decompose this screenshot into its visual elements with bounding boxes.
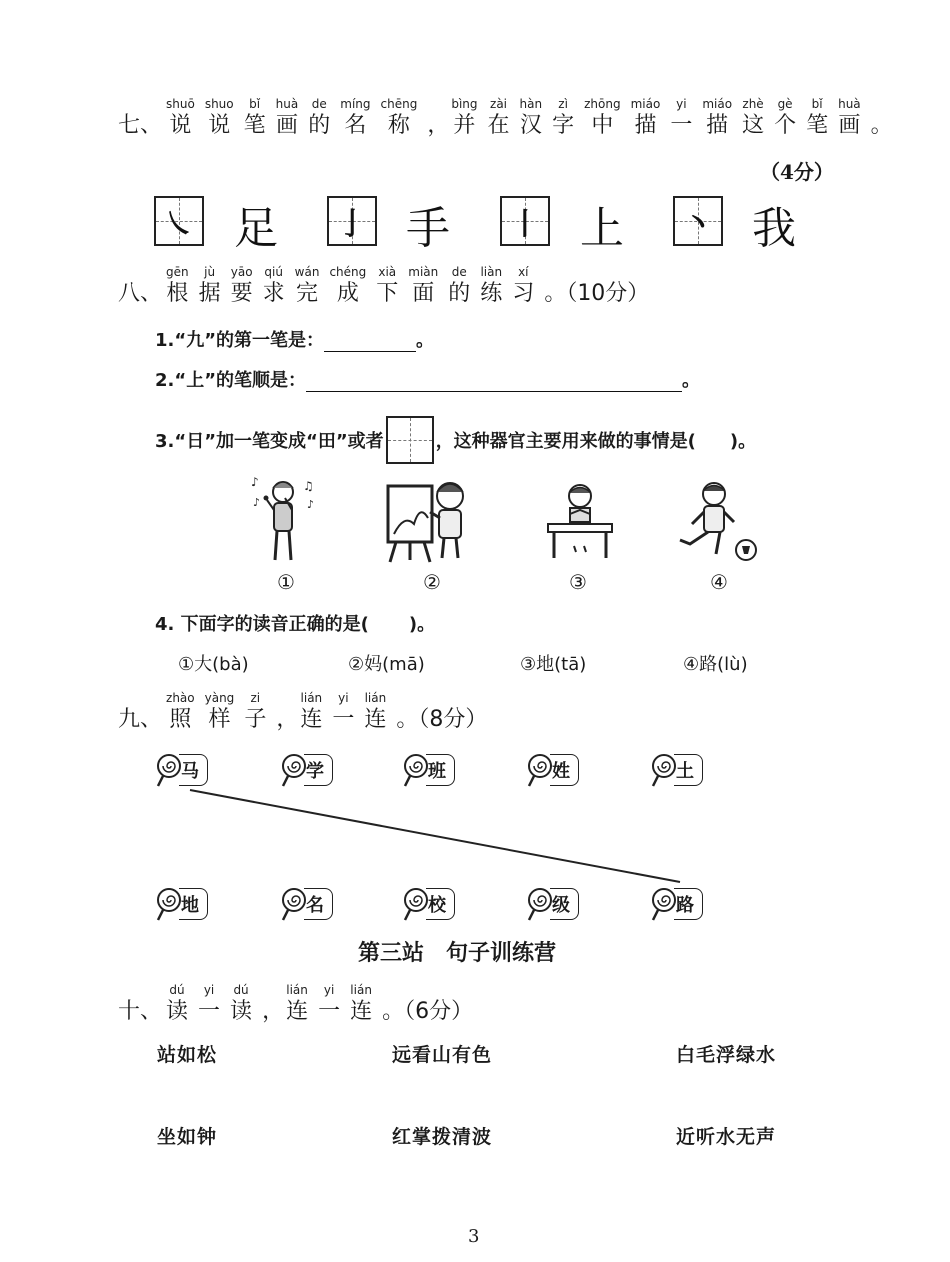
- q7-score: （4分）: [760, 160, 834, 184]
- picture-label-4: ④: [710, 570, 728, 594]
- ruby-char: de 的: [448, 265, 471, 306]
- q7-number: 七、: [118, 113, 163, 138]
- q10-number: 十、: [118, 999, 163, 1024]
- lollipop-char: 姓: [550, 754, 579, 786]
- ruby-char: xià 下: [376, 265, 399, 306]
- lollipop-bottom-5[interactable]: [650, 886, 703, 922]
- reading-option-2[interactable]: ②妈(mā): [348, 654, 425, 675]
- ruby-char: gēn 根: [166, 265, 189, 306]
- reading-option-4[interactable]: ④路(lù): [683, 654, 748, 675]
- lollipop-bottom-1[interactable]: [155, 886, 208, 922]
- lollipop-top-1[interactable]: [155, 752, 208, 788]
- ruby-char: zhè 这: [742, 97, 765, 138]
- read-item-2-3[interactable]: 近听水无声: [676, 1126, 777, 1148]
- lollipop-bottom-2[interactable]: [280, 886, 333, 922]
- lollipop-char: 学: [304, 754, 333, 786]
- lollipop-char: 土: [674, 754, 703, 786]
- lollipop-top-5[interactable]: [650, 752, 703, 788]
- read-item-2-1[interactable]: 坐如钟: [157, 1126, 218, 1148]
- ruby-char: hàn 汉: [519, 97, 543, 138]
- ruby-char: yi 一: [670, 97, 693, 138]
- ruby-char: shuō 说: [166, 97, 195, 138]
- page-number: 3: [468, 1226, 480, 1247]
- ruby-char: dú 读: [230, 983, 253, 1024]
- lollipop-top-3[interactable]: [402, 752, 455, 788]
- trace-char-2[interactable]: 手: [406, 203, 450, 254]
- ruby-char: yāo 要: [230, 265, 253, 306]
- lollipop-top-2[interactable]: [280, 752, 333, 788]
- q10-heading: 十、 dú 读 yi 一 dú 读 ， lián 连 yi 一 lián 连 。（6分）: [118, 983, 474, 1024]
- svg-text:♪: ♪: [253, 496, 261, 509]
- stroke-glyph: 丨: [510, 207, 540, 242]
- ruby-char: xí 习: [512, 265, 535, 306]
- lollipop-char: 班: [426, 754, 455, 786]
- lollipop-char: 校: [426, 888, 455, 920]
- q8-sub2: 2.“上”的笔顺是： 。: [155, 370, 701, 391]
- read-item-1-2[interactable]: 远看山有色: [392, 1044, 493, 1066]
- ruby-char: yi 一: [318, 983, 341, 1024]
- lollipop-bottom-4[interactable]: [526, 886, 579, 922]
- lollipop-char: 路: [674, 888, 703, 920]
- stroke-glyph: ㇏: [164, 207, 194, 242]
- ruby-char: chēng 称: [380, 97, 418, 138]
- svg-text:♫: ♫: [303, 479, 314, 493]
- picture-label-1: ①: [277, 570, 295, 594]
- lollipop-char: 名: [304, 888, 333, 920]
- ruby-char: yi 一: [332, 691, 355, 732]
- read-item-2-2[interactable]: 红掌拨清波: [392, 1126, 493, 1148]
- q8-sub3: 3.“日”加一笔变成“田”或者 ，这种器官主要用来做的事情是( )。: [155, 416, 756, 464]
- ruby-char: miáo 描: [702, 97, 733, 138]
- ruby-char: míng 名: [340, 97, 371, 138]
- lollipop-char: 级: [550, 888, 579, 920]
- read-item-1-1[interactable]: 站如松: [157, 1044, 218, 1066]
- ruby-char: bǐ 笔: [243, 97, 266, 138]
- stroke-glyph: 丶: [683, 207, 713, 242]
- q9-number: 九、: [118, 707, 163, 732]
- ruby-char: yi 一: [198, 983, 221, 1024]
- q8-number: 八、: [118, 281, 163, 306]
- reading-option-3[interactable]: ③地(tā): [520, 654, 587, 675]
- ruby-char: chéng 成: [329, 265, 367, 306]
- reading-option-1[interactable]: ①大(bà): [178, 654, 249, 675]
- ruby-char: wán 完: [294, 265, 320, 306]
- ruby-char: miáo 描: [630, 97, 661, 138]
- trace-char-3[interactable]: 上: [580, 203, 624, 254]
- ruby-char: lián 连: [364, 691, 387, 732]
- q7-heading: 七、 shuō 说 shuo 说 bǐ 笔 huà 画 de 的 míng 名 chēng 称 ， bìng 并 zài 在 hàn 汉 zì 字 zhōng 中 miáo 描 yi 一 miáo 描 zhè 这 gè 个 bǐ 笔 huà 画 。: [118, 97, 893, 138]
- ruby-char: dú 读: [166, 983, 189, 1024]
- picture-label-2: ②: [423, 570, 441, 594]
- lollipop-char: 马: [179, 754, 208, 786]
- q8-sub1: 1.“九”的第一笔是： 。: [155, 330, 435, 351]
- ruby-char: liàn 练: [480, 265, 503, 306]
- ruby-char: zhōng 中: [584, 97, 621, 138]
- svg-text:♪: ♪: [251, 475, 259, 489]
- read-item-1-3[interactable]: 白毛浮绿水: [676, 1044, 777, 1066]
- ruby-char: huà 画: [275, 97, 299, 138]
- lollipop-char: 地: [179, 888, 208, 920]
- ruby-char: gè 个: [774, 97, 797, 138]
- ruby-char: qiú 求: [262, 265, 285, 306]
- ruby-char: zì 字: [552, 97, 575, 138]
- lollipop-bottom-3[interactable]: [402, 886, 455, 922]
- picture-label-3: ③: [569, 570, 587, 594]
- ruby-char: zhào 照: [166, 691, 195, 732]
- q9-heading: 九、 zhào 照 yàng 样 zi 子 ， lián 连 yi 一 lián 连 。（8分）: [118, 691, 488, 732]
- trace-char-4[interactable]: 我: [752, 203, 796, 254]
- station-title: 第三站 句子训练营: [358, 941, 557, 966]
- ruby-char: jù 据: [198, 265, 221, 306]
- ruby-char: huà 画: [838, 97, 861, 138]
- trace-char-1[interactable]: 足: [234, 203, 278, 254]
- ruby-char: zi 子: [244, 691, 267, 732]
- ruby-char: shuo 说: [204, 97, 234, 138]
- q8-sub4: 4. 下面字的读音正确的是( )。: [155, 614, 436, 635]
- ruby-char: zài 在: [487, 97, 510, 138]
- ruby-char: de 的: [308, 97, 331, 138]
- stroke-glyph: 亅: [337, 207, 367, 242]
- ruby-char: bǐ 笔: [806, 97, 829, 138]
- svg-text:♪: ♪: [307, 498, 315, 511]
- ruby-char: miàn 面: [408, 265, 439, 306]
- ruby-char: lián 连: [300, 691, 323, 732]
- ruby-char: yàng 样: [204, 691, 235, 732]
- ruby-char: bìng 并: [451, 97, 478, 138]
- ruby-char: lián 连: [350, 983, 373, 1024]
- q8-heading: 八、 gēn 根 jù 据 yāo 要 qiú 求 wán 完 chéng 成 xià 下 miàn 面 de 的 liàn 练 xí 习 。（10分）: [118, 265, 650, 306]
- lollipop-top-4[interactable]: [526, 752, 579, 788]
- ruby-char: lián 连: [286, 983, 309, 1024]
